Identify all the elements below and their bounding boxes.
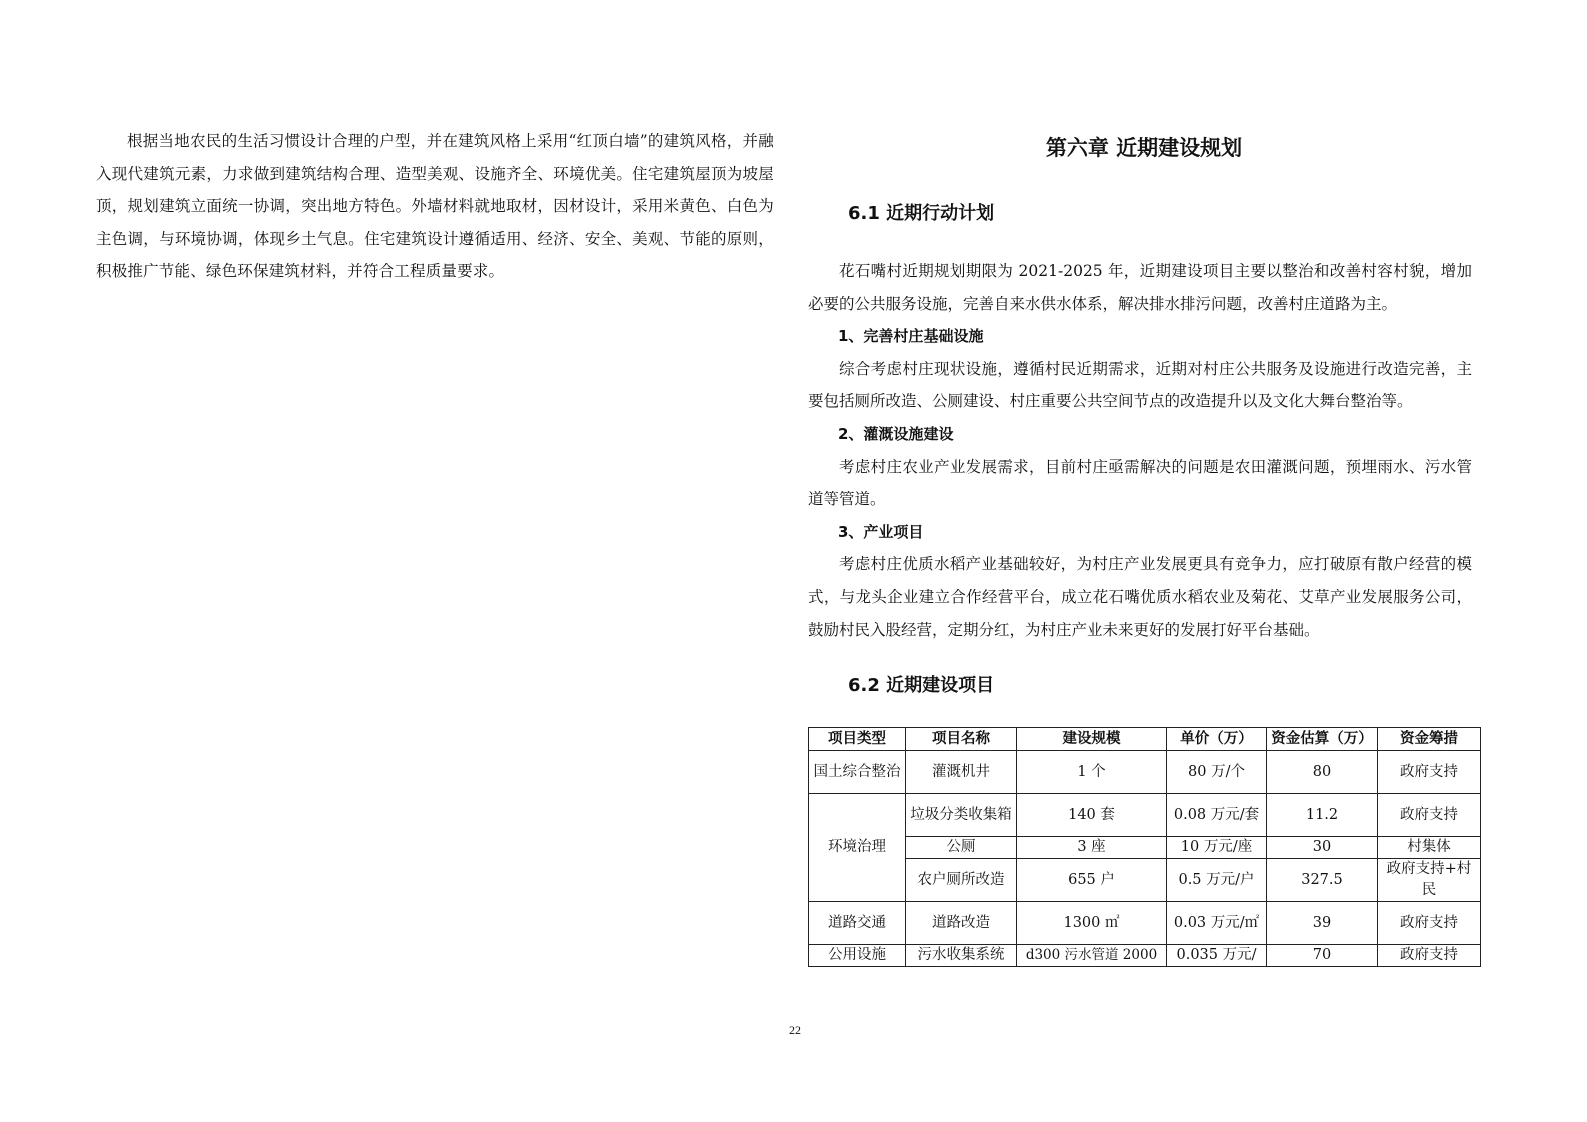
cell-type: 道路交通: [809, 902, 906, 945]
header-cell: 项目类型: [809, 728, 906, 751]
cell-name: 道路改造: [906, 902, 1017, 945]
cell-price: 10 万元/座: [1167, 837, 1267, 859]
cell-funding: 政府支持: [1378, 902, 1481, 945]
cell-funding: 村集体: [1378, 837, 1481, 859]
cell-price: 80 万/个: [1167, 751, 1267, 794]
header-cell: 项目名称: [906, 728, 1017, 751]
cell-name: 灌溉机井: [906, 751, 1017, 794]
item-heading: 3、产业项目: [838, 522, 924, 541]
cell-name: 污水收集系统: [906, 945, 1017, 967]
table-row: [809, 751, 1481, 794]
item-heading: 1、完善村庄基础设施: [838, 327, 984, 346]
left-page: [96, 125, 774, 288]
section-title-6-1: 6.1 近期行动计划: [848, 203, 995, 224]
cell-price: 0.03 万元/㎡: [1167, 902, 1267, 945]
page-number: 22: [789, 1023, 801, 1037]
section-title-6-2: 6.2 近期建设项目: [848, 675, 995, 696]
item-paragraph: 综合考虑村庄现状设施，遵循村民近期需求，近期对村庄公共服务及设施进行改造完善，主要包括厕所改造、公厕建设、村庄重要公共空间节点的改造提升以及文化大舞台整治等。: [808, 359, 1472, 411]
cell-estimate: 327.5: [1267, 859, 1378, 902]
cell-estimate: 11.2: [1267, 794, 1378, 837]
cell-scale: 1300 ㎡: [1017, 902, 1167, 945]
cell-funding: 政府支持+村民: [1378, 859, 1481, 902]
item-paragraph: 考虑村庄优质水稻产业基础较好，为村庄产业发展更具有竞争力，应打破原有散户经营的模式，与龙头企业建立合作经营平台，成立花石嘴优质水稻农业及菊花、艾草产业发展服务公司，鼓励村民入股经营，定期分红，为村庄产业未来更好的发展打好平台基础。: [808, 555, 1472, 639]
cell-scale: 1 个: [1017, 751, 1167, 794]
cell-scale: 140 套: [1017, 794, 1167, 837]
header-cell: 资金估算（万）: [1267, 728, 1378, 751]
projects-table: [808, 727, 1481, 967]
intro-paragraph: 花石嘴村近期规划期限为 2021-2025 年，近期建设项目主要以整治和改善村容村貌，增加必要的公共服务设施，完善自来水供水体系，解决排水排污问题，改善村庄道路为主。: [808, 262, 1472, 313]
item-heading: 2、灌溉设施建设: [838, 424, 954, 443]
item-paragraph: 考虑村庄农业产业发展需求，目前村庄亟需解决的问题是农田灌溉问题，预埋雨水、污水管道等管道。: [808, 457, 1472, 509]
table-row: [809, 837, 1481, 859]
cell-price: 0.5 万元/户: [1167, 859, 1267, 902]
cell-scale: 655 户: [1017, 859, 1167, 902]
left-paragraph: 根据当地农民的生活习惯设计合理的户型，并在建筑风格上采用“红顶白墙”的建筑风格，并融入现代建筑元素，力求做到建筑结构合理、造型美观、设施齐全、环境优美。住宅建筑屋顶为坡屋顶，规划建筑立面统一协调，突出地方特色。外墙材料就地取材，因材设计，采用米黄色、白色为主色调，与环境协调，体现乡土气息。住宅建筑设计遵循适用、经济、安全、美观、节能的原则，积极推广节能、绿色环保建筑材料，并符合工程质量要求。: [96, 132, 774, 281]
section-body: [808, 255, 1472, 646]
cell-estimate: 39: [1267, 902, 1378, 945]
cell-funding: 政府支持: [1378, 945, 1481, 967]
chapter-title: 第六章 近期建设规划: [1045, 136, 1243, 160]
table-row: [809, 945, 1481, 967]
cell-name: 垃圾分类收集箱: [906, 794, 1017, 837]
cell-price: 0.035 万元/: [1167, 945, 1267, 967]
cell-scale: 3 座: [1017, 837, 1167, 859]
cell-scale: d300 污水管道 2000: [1017, 945, 1167, 967]
cell-type: 环境治理: [809, 794, 906, 902]
cell-name: 公厕: [906, 837, 1017, 859]
cell-estimate: 70: [1267, 945, 1378, 967]
cell-type: 国土综合整治: [809, 751, 906, 794]
cell-name: 农户厕所改造: [906, 859, 1017, 902]
table-row: [809, 902, 1481, 945]
header-cell: 资金筹措: [1378, 728, 1481, 751]
table-row: [809, 859, 1481, 902]
header-cell: 建设规模: [1017, 728, 1167, 751]
cell-funding: 政府支持: [1378, 794, 1481, 837]
cell-estimate: 80: [1267, 751, 1378, 794]
header-cell: 单价（万）: [1167, 728, 1267, 751]
table-row: [809, 794, 1481, 837]
cell-funding: 政府支持: [1378, 751, 1481, 794]
cell-price: 0.08 万元/套: [1167, 794, 1267, 837]
cell-type: 公用设施: [809, 945, 906, 967]
table-header-row: [809, 728, 1481, 751]
cell-estimate: 30: [1267, 837, 1378, 859]
